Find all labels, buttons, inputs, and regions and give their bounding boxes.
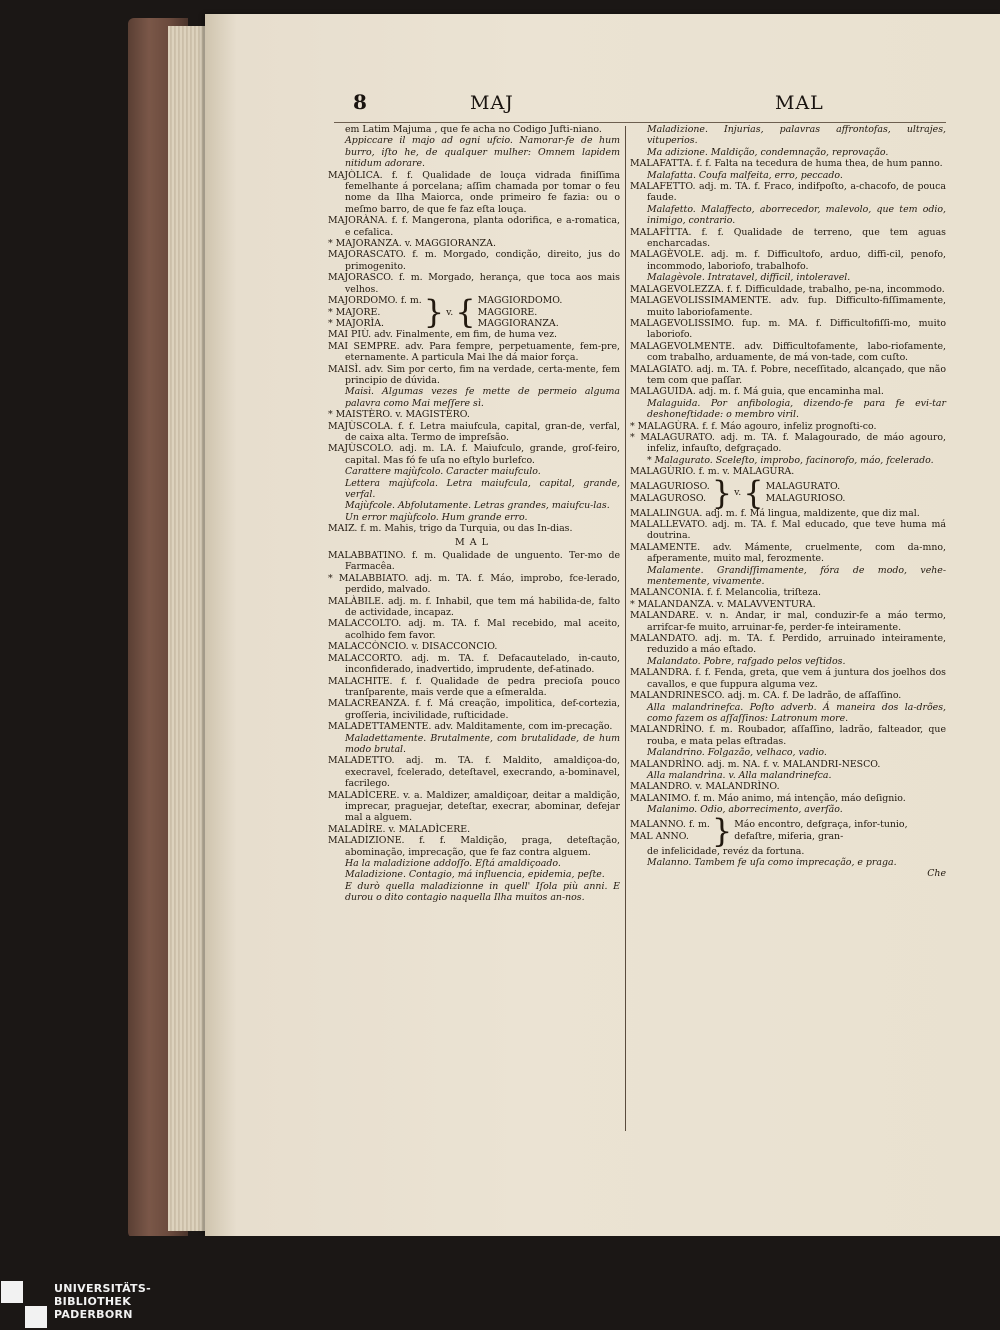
dictionary-entry: MALAGEVOLISSIMO. fup. m. MA. f. Difficultofiſſi-mo, muito laboriofo. xyxy=(630,317,946,341)
brace-icon: { xyxy=(455,293,476,332)
right-column xyxy=(630,124,946,880)
dictionary-entry: MALANDRINESCO. adj. m. CA. f. De ladrão, de aſſaſſino. xyxy=(630,690,902,702)
dictionary-subentry: Maladizione. Contagio, má influencia, epidemia, peſte. xyxy=(345,869,605,881)
bracket-target: MAGGIORE. xyxy=(477,306,538,318)
bracket-headword: MALAGURIOSO. xyxy=(630,481,710,493)
bracketed-entry-group xyxy=(630,473,946,512)
section-heading: MAL xyxy=(455,536,493,548)
dictionary-entry: MALÀBILE. adj. m. f. Inhabil, que tem má habilida-de, falto de actividade, incapaz. xyxy=(328,595,620,619)
entry-continuation: em Latim Majuma , que fe acha no Codigo Jufti-niano. xyxy=(345,124,602,135)
dictionary-entry: MAI SEMPRE. adv. Para fempre, perpetuamente, fem-pre, eternamente. A particula Mai lhe dá maior força. xyxy=(328,340,620,364)
dictionary-entry: * MALAGURATO. adj. m. TA. f. Malagourado, de máo agouro, infeliz, infauſto, defgraçado. xyxy=(630,431,946,455)
dictionary-subentry: Malafatta. Coufa malfeita, erro, peccado. xyxy=(647,169,843,181)
bracket-headwords xyxy=(328,295,422,329)
dictionary-entry: * MAJORANZA. v. MAGGIORANZA. xyxy=(328,238,496,250)
catchword: Che xyxy=(927,868,946,880)
dictionary-entry: * MALAGÙRA. f. f. Máo agouro, infeliz prognoſti-co. xyxy=(630,420,877,432)
dictionary-entry: * MAISTÈRO. v. MAGISTÈRO. xyxy=(328,409,470,421)
dictionary-entry: MALAFÌTTA. f. f. Qualidade de terreno, que tem aguas encharcadas. xyxy=(630,226,946,250)
dictionary-subentry: Ha la maladizione addoſſo. Eſtá amaldiçoado. xyxy=(345,858,561,869)
running-head-left: MAJ xyxy=(470,92,514,114)
bracket-headword: MALAGUROSO. xyxy=(630,492,707,504)
dictionary-entry: MALANDARE. v. n. Andar, ir mal, conduzir-fe a máo termo, arrifcar-fe muito, arruinar-fe, perder-fe inteiramente. xyxy=(630,610,946,633)
dictionary-entry: MAJÙSCOLA. f. f. Letra maiufcula, capital, gran-de, verfal, de caixa alta. Termo de impreſsão. xyxy=(328,420,620,443)
dictionary-entry: MAISÌ. adv. Sim por certo, fim na verdade, certa-mente, fem principio de dúvida. xyxy=(328,363,620,386)
header-rule xyxy=(334,122,946,123)
bracket-target: MALAGURIOSO. xyxy=(765,492,846,504)
dictionary-entry: MALAGEVOLEZZA. f. f. Difficuldade, trabalho, pe-na, incommodo. xyxy=(630,283,945,295)
dictionary-subentry: Ma adizione. Maldição, condemnação, reprovação. xyxy=(647,146,889,158)
dictionary-entry: MAJORASCATO. f. m. Morgado, condição, direito, jus do primogenito. xyxy=(328,249,620,272)
dictionary-subentry: Malaguida. Por anfibologia, dizendo-fe para fe evi-tar deshoneſtidade: o membro viril. xyxy=(647,397,946,421)
library-logo-icon xyxy=(0,1280,52,1330)
dictionary-entry: MALALLEVATO. adj. m. TA. f. Mal educado, que teve huma má doutrina. xyxy=(630,519,946,542)
library-name-line1: UNIVERSITÄTS- xyxy=(54,1282,151,1295)
dictionary-entry: MALANCONIA. f. f. Melancolia, triſteza. xyxy=(630,587,822,599)
bracket-targets xyxy=(766,481,846,504)
dictionary-entry: MALAGEVOLISSIMAMENTE. adv. fup. Difficulto-fiſſimamente, muito laboriofamente. xyxy=(630,295,946,318)
dictionary-subentry: Alla malandrinefca. Poſto adverb. Á maneira dos la-drões, como fazem os aſſaſſinos: Latronum more. xyxy=(647,701,946,724)
dictionary-entry: MALAFATTA. f. f. Falta na tecedura de huma thea, de hum panno. xyxy=(630,158,943,170)
bracket-headword: MALANNO. f. m. xyxy=(630,819,710,831)
page-number: 8 xyxy=(353,90,367,114)
dictionary-entry: MAJORÀNA. f. f. Mangerona, planta odorifica, e a-romatica, e cefalica. xyxy=(328,215,620,238)
dictionary-entry: MALAFETTO. adj. m. TA. f. Fraco, indifpoſto, a-chacofo, de pouca faude. xyxy=(630,181,946,204)
dictionary-entry: MALAGEVOLMENTE. adv. Difficultofamente, labo-riofamente, com trabalho, arduamente, de má von-tade, com cuſto. xyxy=(630,340,946,364)
dictionary-entry: MALANDRÌNO. f. m. Roubador, aſſaſſino, ladrão, falteador, que rouba, e mata pelas eſtradas. xyxy=(630,724,946,747)
dictionary-subentry: Carattere majùfcolo. Caracter maiufculo. xyxy=(345,466,541,478)
dictionary-entry: MAIZ. f. m. Mahis, trigo da Turquia, ou das In-dias. xyxy=(328,523,573,535)
bracket-headword: * MAJORÌA. xyxy=(328,317,384,329)
bracket-target: MAGGIORDOMO. xyxy=(477,295,563,307)
dictionary-subentry: Appiccare il majo ad ogni ufcio. Namorar-fe de hum burro, iſto he, de qualquer mulher: Omnem lapidem nitidum adorare. xyxy=(345,135,620,170)
dictionary-subentry: Alla malandrìna. v. Alla malandrinefca. xyxy=(647,769,832,781)
dictionary-entry: MALABBATINO. f. m. Qualidade de unguento. Ter-mo de Farmacêa. xyxy=(328,550,620,573)
dictionary-subentry: Malamente. Grandiſſimamente, fóra de modo, vehe-mentemente, vivamente. xyxy=(647,564,946,588)
bracket-headwords xyxy=(630,819,710,842)
bracket-headword: MAL ANNO. xyxy=(630,830,689,842)
brace-icon: } xyxy=(711,473,733,512)
dictionary-entry: * MALABBIATO. adj. m. TA. f. Máo, improbo, fce-lerado, perdido, malvado. xyxy=(328,572,620,596)
dictionary-subentry: Malafetto. Malaffecto, aborrecedor, malevolo, que tem odio, inimigo, contrario. xyxy=(647,203,946,227)
dictionary-entry: MALACREANZA. f. f. Má creação, impolitica, def-cortezia, groſſeria, incivilidade, ruſticidade. xyxy=(328,698,620,721)
dictionary-subentry: * Malagurato. Sceleſto, improbo, facinorofo, máo, fcelerado. xyxy=(647,454,934,466)
dictionary-entry: MALACHITE. f. f. Qualidade de pedra precioſa pouco tranſparente, mais verde que a eſmeralda. xyxy=(328,675,620,698)
dictionary-subentry: Lettera majùfcola. Letra maiufcula, capital, grande, verfal. xyxy=(345,477,620,500)
dictionary-subentry: Malagèvole. Intratavel, difficil, intoleravel. xyxy=(647,272,851,284)
dictionary-entry: MALAGUIDA. adj. m. f. Má guia, que encaminha mal. xyxy=(630,386,884,398)
dictionary-entry: MALALINGUA. adj. m. f. Má lingua, maldizente, que diz mal. xyxy=(630,507,920,519)
dictionary-entry: MAJORASCO. f. m. Morgado, herança, que toca aos mais velhos. xyxy=(328,272,620,295)
dictionary-entry: MALAMENTE. adv. Mámente, cruelmente, com da-mno, afperamente, muito mal, ferozmente. xyxy=(630,541,946,565)
bracket-target: MALAGURATO. xyxy=(765,481,841,493)
dictionary-entry: MAI PIÙ. adv. Finalmente, em fim, de huma vez. xyxy=(328,329,558,341)
column-divider xyxy=(625,126,626,1131)
brace-icon: } xyxy=(711,811,733,850)
dictionary-entry: MALAGÙRIO. f. m. v. MALAGÙRA. xyxy=(630,466,795,478)
bracketed-entry-group xyxy=(630,811,946,850)
bracket-headwords xyxy=(630,481,710,504)
bracket-see-label: v. xyxy=(446,306,454,318)
dictionary-entry: MALACCORTO. adj. m. TA. f. Defacautelado, in-cauto, inconfiderado, inadvertido, imprudente, def-atinado. xyxy=(328,652,620,676)
brace-icon: { xyxy=(743,473,764,512)
dictionary-subentry: Un error majùfcolo. Hum grande erro. xyxy=(345,511,528,523)
dictionary-entry: MALADÌCERE. v. a. Maldizer, amaldiçoar, deitar a maldição, imprecar, praguejar, deteſtar, execrar, abominar, defejar mal a alguem. xyxy=(328,789,620,824)
dictionary-subentry: Malanimo. Odio, aborrecimento, averſão. xyxy=(647,804,843,816)
dictionary-subentry: Majùfcole. Abfolutamente. Letras grandes, maiufcu-las. xyxy=(345,500,610,512)
dictionary-entry: MALANIMO. f. m. Máo animo, má intenção, máo deſignio. xyxy=(630,792,906,804)
dictionary-entry: MALANDRO. v. MALANDRÌNO. xyxy=(630,781,780,793)
dictionary-entry: MALAGIATO. adj. m. TA. f. Pobre, neceſſitado, alcançado, que não tem com que paſſar. xyxy=(630,363,946,386)
dictionary-entry: MALANDRÌNO. adj. m. NA. f. v. MALANDRI-NESCO. xyxy=(630,758,881,770)
bracketed-entry-group xyxy=(328,293,620,332)
bracket-targets xyxy=(478,295,563,329)
running-head-right: MAL xyxy=(775,92,824,114)
dictionary-subentry: Malandrino. Folgazão, velhaco, vadio. xyxy=(647,747,827,759)
dictionary-entry: MALADIZIONE. f. f. Maldição, praga, deteſtação, abominação, imprecação, que fe faz contra alguem. xyxy=(328,835,620,858)
dictionary-entry: * MALANDANZA. v. MALAVVENTURA. xyxy=(630,598,816,610)
dictionary-entry: MALADETTAMENTE. adv. Malditamente, com im-precação. xyxy=(328,721,613,733)
dictionary-entry: MAJÙSCOLO. adj. m. LA. f. Maiufculo, grande, groſ-feiro, capital. Mas fó fe uſa no eſtylo burlefco. xyxy=(328,443,620,466)
dictionary-subentry: Maisì. Algumas vezes fe mette de permeio alguma palavra como Mai meſſere sì. xyxy=(345,386,620,409)
left-column xyxy=(328,124,620,904)
dictionary-entry: MALAGÈVOLE. adj. m. f. Difficultofo, arduo, diffi-cil, penofo, incommodo, laboriofo, trabalhofo. xyxy=(630,249,946,272)
dictionary-entry: MALACCOLTO. adj. m. TA. f. Mal recebido, mal aceito, acolhido fem favor. xyxy=(328,618,620,641)
library-name-line2: BIBLIOTHEK xyxy=(54,1295,132,1308)
dictionary-entry: MALADETTO. adj. m. TA. f. Maldito, amaldiçoa-do, execravel, fcelerado, deteſtavel, execrando, a-bominavel, facrilego. xyxy=(328,755,620,790)
bracket-see-label: v. xyxy=(734,486,742,498)
library-name-line3: PADERBORN xyxy=(54,1308,133,1321)
dictionary-entry: MALADÌRE. v. MALADÌCERE. xyxy=(328,823,471,835)
bracket-headword: MAJORDOMO. f. m. xyxy=(328,295,422,307)
dictionary-subentry: Malandato. Pobre, rafgado pelos veſtidos. xyxy=(647,655,846,667)
brace-icon: } xyxy=(423,293,445,332)
dictionary-subentry: Maladizione. Injurias, palavras affrontofas, ultrajes, vituperios. xyxy=(647,124,946,147)
dictionary-entry: MAJÒLICA. f. f. Qualidade de louça vidrada finiſſima femelhante á porcelana; aſſim chamada por tomar o feu nome da Ilha Maiorca, onde primeiro fe fazia: ou o meſmo barro, de que fe faz eſta louça. xyxy=(328,169,620,215)
entry-continuation: de infelicidade, revéz da fortuna. xyxy=(647,845,805,857)
dictionary-entry: MALANDATO. adj. m. TA. f. Perdido, arruinado inteiramente, reduzido a máo eſtado. xyxy=(630,633,946,656)
bracket-target: MAGGIORANZA. xyxy=(477,317,559,329)
bracket-definition: Máo encontro, defgraça, infor-tunio, defaſtre, miferia, gran- xyxy=(734,819,908,842)
bracket-headword: * MAJORE. xyxy=(328,306,381,318)
dictionary-subentry: E durò quella maladizionne in quell' Iſola più anni. E durou o dito contagio naquella Ilha muitos an-nos. xyxy=(345,880,620,904)
dictionary-entry: MALANDRA. f. f. Fenda, greta, que vem á juntura dos joelhos dos cavallos, e que fuppura alguma vez. xyxy=(630,667,946,690)
dictionary-subentry: Malanno. Tambem fe uſa como imprecação, e praga. xyxy=(647,856,897,868)
dictionary-entry: MALACCÒNCIO. v. DISACCONCIO. xyxy=(328,641,498,653)
dictionary-subentry: Maladettamente. Brutalmente, com brutalidade, de hum modo brutal. xyxy=(345,732,620,755)
